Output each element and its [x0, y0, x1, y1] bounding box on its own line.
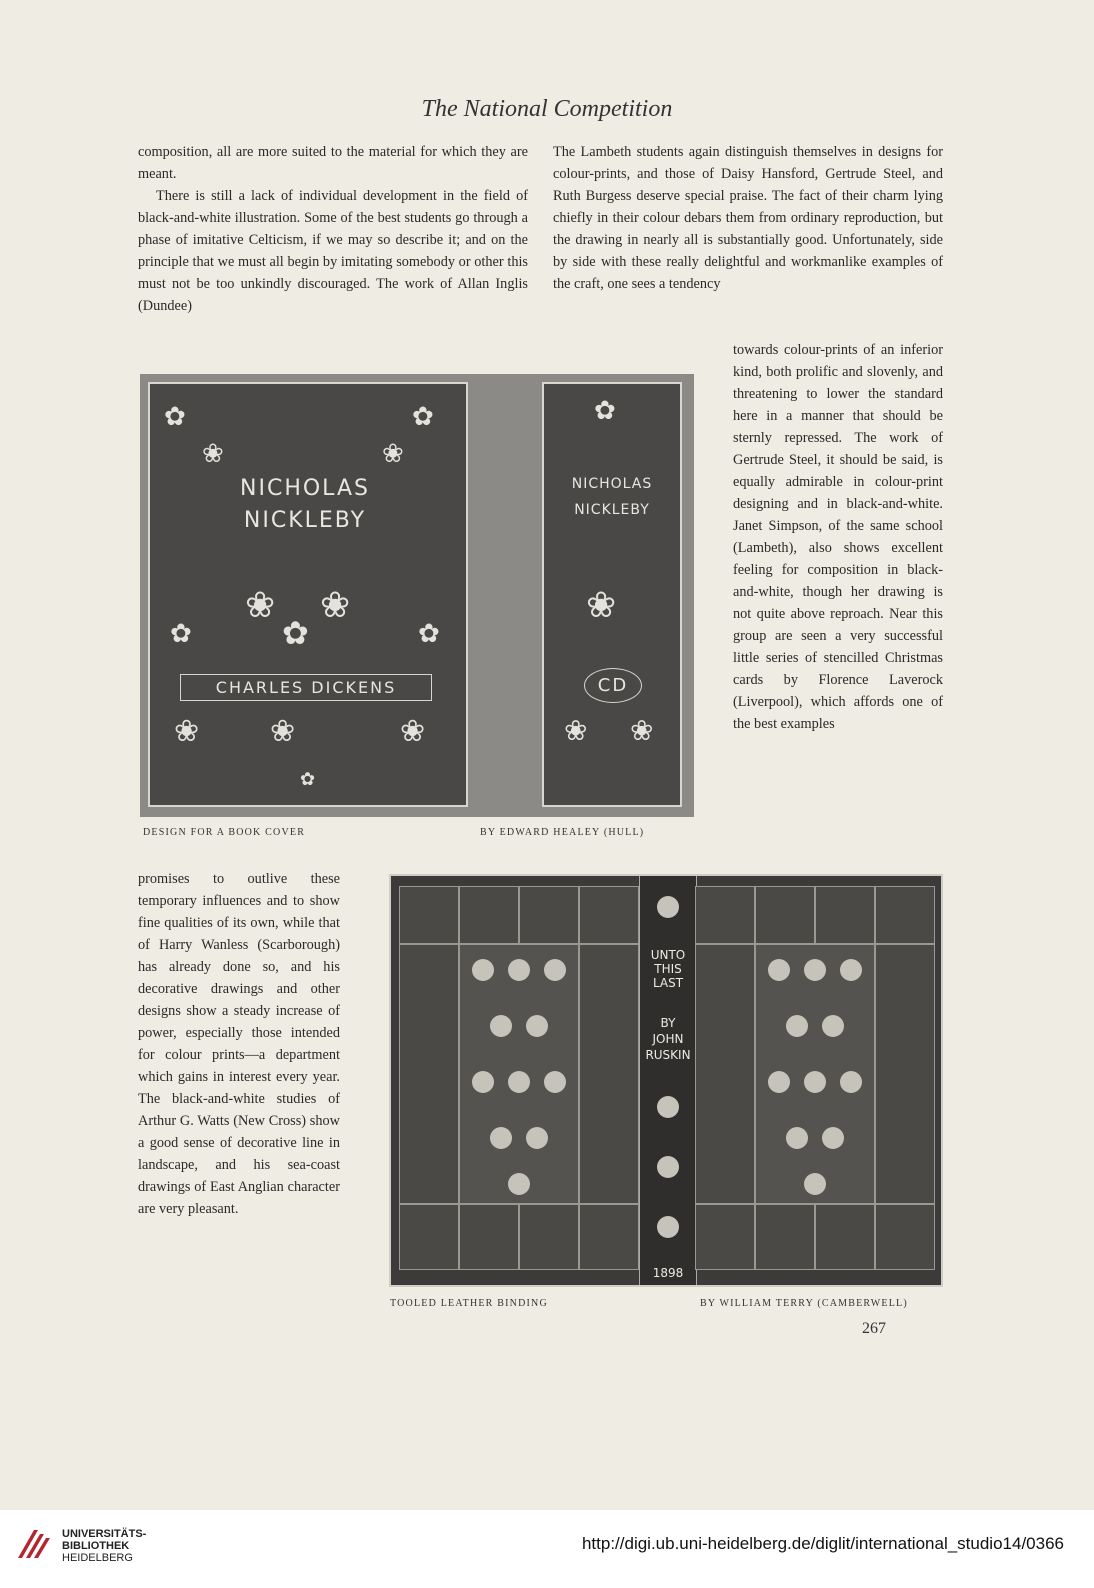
- front-cover: [148, 382, 468, 807]
- clover-ornament-icon: [490, 1015, 512, 1037]
- panel: [399, 886, 459, 944]
- library-logo-icon: [14, 1524, 54, 1564]
- figure1-caption-right: BY EDWARD HEALEY (HULL): [480, 827, 645, 838]
- flower-ornament-icon: ✿: [164, 402, 186, 431]
- paragraph: There is still a lack of individual development in the field of black-and-white illustration. Some of the best students go through a phase of imitative Celticism, if we may so describe it; and on the principle that we must all begin by imitating somebody or other this must not be too unkindly discouraged. The work of Allan Inglis (Dundee): [138, 188, 528, 314]
- clover-ornament-icon: [508, 1071, 530, 1093]
- spine-title: UNTO THIS LAST: [650, 948, 686, 990]
- figure2-caption-left: TOOLED LEATHER BINDING: [390, 1298, 548, 1309]
- panel: [875, 944, 935, 1204]
- cover-title-line1: NICHOLAS: [240, 476, 370, 501]
- flower-ornament-icon: ❀: [202, 439, 224, 468]
- source-url-link[interactable]: http://digi.ub.uni-heidelberg.de/diglit/international_studio14/0366: [581, 1534, 1064, 1553]
- flower-ornament-icon: ❀: [630, 716, 654, 747]
- panel: [579, 944, 639, 1204]
- flower-ornament-icon: ❀: [382, 439, 404, 468]
- flower-ornament-icon: ❀: [174, 715, 200, 748]
- panel: [755, 1204, 815, 1270]
- panel: [815, 1204, 875, 1270]
- clover-ornament-icon: [768, 959, 790, 981]
- clover-ornament-icon: [526, 1127, 548, 1149]
- figure1-caption-left: DESIGN FOR A BOOK COVER: [143, 827, 306, 838]
- clover-ornament-icon: [840, 959, 862, 981]
- left-column-narrow: [138, 868, 340, 1220]
- flower-ornament-icon: ✿: [418, 619, 440, 648]
- panel: [755, 886, 815, 944]
- cover-title-line2: NICKLEBY: [243, 508, 367, 533]
- library-name-line1: UNIVERSITÄTS-: [62, 1528, 147, 1540]
- panel: [399, 944, 459, 1204]
- spine-monogram: CD: [584, 668, 642, 703]
- tooled-clover-panel: [459, 944, 579, 1204]
- flower-ornament-icon: ❀: [320, 585, 351, 625]
- panel: [695, 1204, 755, 1270]
- clover-ornament-icon: [490, 1127, 512, 1149]
- panel: [399, 1204, 459, 1270]
- clover-ornament-icon: [657, 1156, 679, 1178]
- clover-ornament-icon: [804, 1173, 826, 1195]
- paragraph: promises to outlive these temporary influences and to show fine qualities of its own, while that of Harry Wanless (Scarborough) has already done so, and his decorative drawings and other designs show a steady increase of power, especially those intended for colour prints—a department which gains in interest every year. The black-and-white studies of Arthur G. Watts (New Cross) show a good sense of decorative line in landscape, and his sea-coast drawings of East Anglian character are very pleasant.: [138, 871, 340, 1217]
- clover-ornament-icon: [472, 959, 494, 981]
- panel: [875, 1204, 935, 1270]
- cover-author: CHARLES DICKENS: [180, 674, 432, 701]
- clover-ornament-icon: [657, 896, 679, 918]
- page-number: 267: [862, 1320, 886, 1337]
- spine-by: BY: [660, 1016, 676, 1030]
- library-name: [62, 1528, 146, 1564]
- panel: [459, 1204, 519, 1270]
- spine-title-line1: NICHOLAS: [571, 476, 653, 492]
- tooled-clover-panel: [755, 944, 875, 1204]
- flower-ornament-icon: ❀: [270, 715, 296, 748]
- spine-author-line2: RUSKIN: [645, 1048, 691, 1062]
- clover-ornament-icon: [840, 1071, 862, 1093]
- panel: [579, 1204, 639, 1270]
- clover-ornament-icon: [544, 959, 566, 981]
- flower-ornament-icon: ✿: [594, 396, 616, 425]
- paragraph: The Lambeth students again distinguish themselves in designs for colour-prints, and those of Daisy Hansford, Gertrude Steel, and Ruth Burgess deserve special praise. The fact of their charm lying chiefly in their colour debars them from ordinary reproduction, but the drawing in nearly all is substantially good. Unfortunately, side by side with these really delightful and workmanlike examples of the craft, one sees a tendency: [553, 144, 943, 292]
- panel: [519, 886, 579, 944]
- clover-ornament-icon: [657, 1096, 679, 1118]
- book-cover-plate: [140, 374, 694, 817]
- right-column-narrow: [733, 339, 943, 735]
- paragraph: towards colour-prints of an inferior kind, both prolific and slovenly, and threatening to lower the standard here in a manner that should be sternly repressed. The work of Gertrude Steel, it should be said, is equally admirable in colour-print designing and in black-and-white. Janet Simpson, of the same school (Lambeth), also shows excellent feeling for composition in black-and-white, though her drawing is not quite above reproach. Near this group are seen a very successful little series of stencilled Christmas cards by Florence Laverock (Liverpool), which affords one of the best examples: [733, 342, 943, 732]
- right-column-top: [553, 141, 943, 295]
- clover-ornament-icon: [804, 1071, 826, 1093]
- flower-ornament-icon: ✿: [300, 769, 316, 789]
- panel: [695, 944, 755, 1204]
- paragraph: composition, all are more suited to the material for which they are meant.: [138, 144, 528, 182]
- flower-ornament-icon: ❀: [245, 585, 276, 625]
- flower-ornament-icon: ✿: [282, 615, 309, 651]
- panel: [519, 1204, 579, 1270]
- panel: [579, 886, 639, 944]
- panel: [815, 886, 875, 944]
- clover-ornament-icon: [786, 1127, 808, 1149]
- running-header: The National Competition: [421, 96, 673, 122]
- clover-ornament-icon: [804, 959, 826, 981]
- spine-title-line2: NICKLEBY: [574, 502, 650, 518]
- clover-ornament-icon: [768, 1071, 790, 1093]
- clover-ornament-icon: [657, 1216, 679, 1238]
- flower-ornament-icon: ✿: [170, 619, 192, 648]
- clover-ornament-icon: [508, 1173, 530, 1195]
- clover-ornament-icon: [822, 1015, 844, 1037]
- clover-ornament-icon: [508, 959, 530, 981]
- clover-ornament-icon: [822, 1127, 844, 1149]
- panel: [695, 886, 755, 944]
- clover-ornament-icon: [786, 1015, 808, 1037]
- panel: [875, 886, 935, 944]
- flower-ornament-icon: ✿: [412, 402, 434, 431]
- spine-author-line1: JOHN: [652, 1032, 684, 1046]
- clover-ornament-icon: [472, 1071, 494, 1093]
- library-name-line3: HEIDELBERG: [62, 1552, 133, 1564]
- left-column-top: [138, 141, 528, 317]
- book-spine: [542, 382, 682, 807]
- panel: [459, 886, 519, 944]
- clover-ornament-icon: [544, 1071, 566, 1093]
- library-name-line2: BIBLIOTHEK: [62, 1540, 130, 1552]
- spine-year: 1898: [652, 1266, 684, 1280]
- flower-ornament-icon: ❀: [564, 716, 588, 747]
- binding-spine: [639, 876, 697, 1285]
- clover-ornament-icon: [526, 1015, 548, 1037]
- library-footer: [0, 1510, 1094, 1588]
- flower-ornament-icon: ❀: [586, 585, 617, 625]
- leather-binding-plate: [389, 874, 943, 1287]
- figure2-caption-right: BY WILLIAM TERRY (CAMBERWELL): [700, 1298, 908, 1309]
- flower-ornament-icon: ❀: [400, 715, 426, 748]
